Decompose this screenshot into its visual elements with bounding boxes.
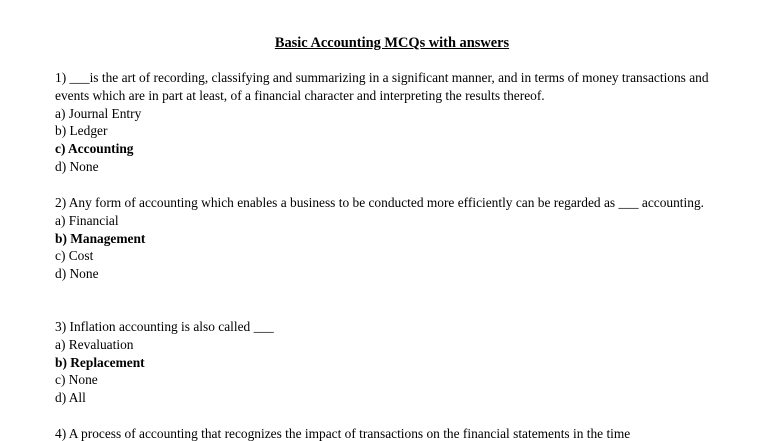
question-4-text: 4) A process of accounting that recognizes the impact of transactions on the financial statements in the time	[55, 426, 631, 441]
question-3-option-a: a) Revaluation	[55, 336, 134, 352]
question-2-option-b-answer: b) Management	[55, 230, 146, 246]
document-title: Basic Accounting MCQs with answers	[274, 35, 510, 51]
question-2-text: 2) Any form of accounting which enables a business to be conducted more efficiently can be regarded as ___ accounting.	[55, 195, 704, 210]
question-3	[55, 318, 735, 407]
question-1-text: 1) ___is the art of recording, classifying and summarizing in a significant manner, and in terms of money transactions and events which are in part at least, of a financial character and interpreting the results thereof.	[55, 70, 709, 103]
question-1-option-b: b) Ledger	[55, 123, 108, 139]
question-1-option-a: a) Journal Entry	[55, 105, 142, 121]
question-1	[55, 69, 735, 176]
question-1-option-d: d) None	[55, 158, 99, 174]
question-2-option-a: a) Financial	[55, 212, 119, 228]
question-2-option-d: d) None	[55, 266, 99, 282]
question-3-text: 3) Inflation accounting is also called ___	[55, 319, 274, 334]
question-2-option-c: c) Cost	[55, 248, 94, 264]
question-1-option-c-answer: c) Accounting	[55, 141, 134, 157]
question-4	[55, 425, 735, 441]
question-3-option-b-answer: b) Replacement	[55, 354, 145, 370]
question-3-option-d: d) All	[55, 390, 86, 406]
question-2	[55, 194, 735, 283]
question-3-option-c: c) None	[55, 372, 98, 388]
